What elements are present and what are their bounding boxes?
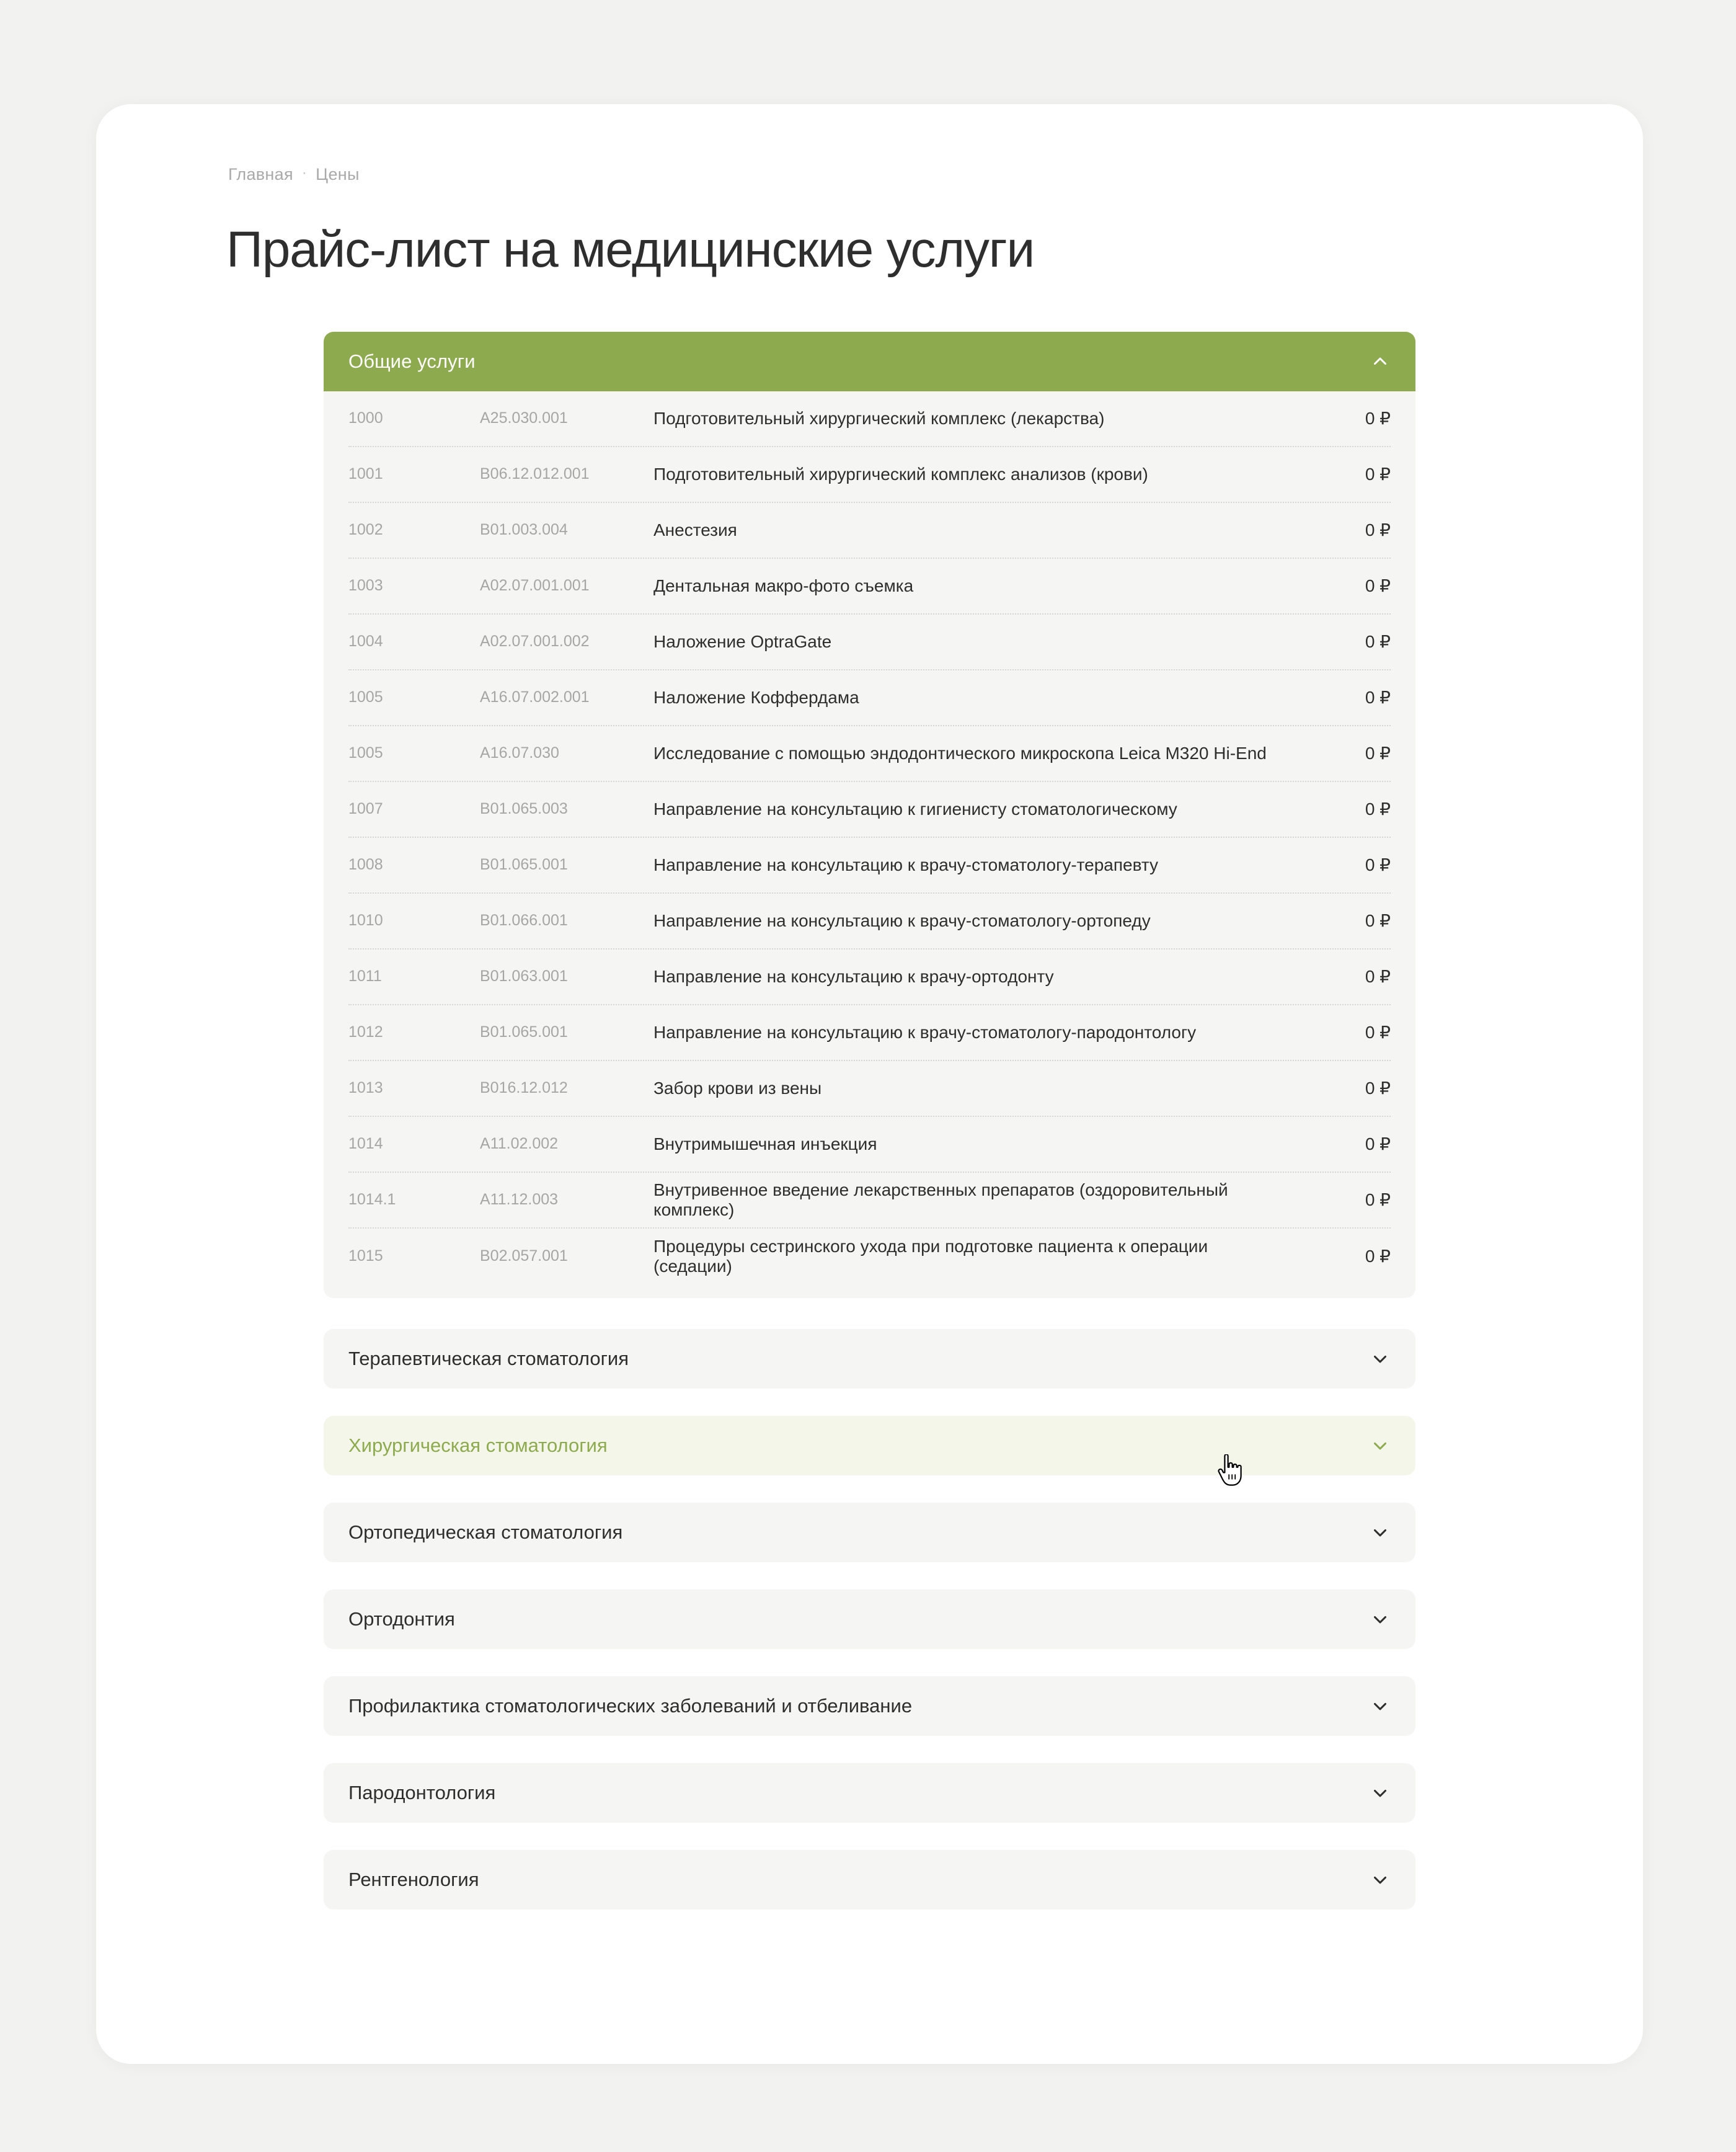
row-service-name: Исследование с помощью эндодонтического микроскопа Leica M320 Hi-End [653,743,1267,763]
row-service-name: Направление на консультацию к врачу-стоматологу-пародонтологу [653,1022,1197,1042]
row-service-name: Подготовительный хирургический комплекс (лекарства) [653,408,1105,428]
table-row [348,726,1391,782]
breadcrumb-home-link[interactable]: Главная [228,164,293,184]
row-service-code: B016.12.012 [480,1079,568,1097]
row-price: 0 ₽ [1365,409,1391,429]
row-service-code: A11.12.003 [480,1191,559,1209]
table-row [348,1061,1391,1117]
row-service-code: B01.063.001 [480,967,568,985]
chevron-up-icon[interactable] [1370,351,1391,372]
accordion-header-title: Профилактика стоматологических заболеваний и отбеливание [348,1694,913,1717]
row-price: 0 ₽ [1365,1134,1391,1154]
row-service-code: A11.02.002 [480,1135,559,1153]
price-table [324,391,1415,1298]
row-service-code: B01.065.003 [480,800,568,818]
row-number: 1004 [348,633,383,651]
row-service-name: Дентальная макро-фото съемка [653,576,914,595]
row-number: 1014.1 [348,1191,396,1209]
accordion-header-collapsed[interactable] [324,1763,1415,1823]
row-service-code: A16.07.002.001 [480,688,590,706]
chevron-down-icon[interactable] [1370,1435,1391,1456]
row-service-name: Внутримышечная инъекция [653,1134,877,1154]
accordion-header-collapsed[interactable] [324,1503,1415,1562]
row-service-name: Направление на консультацию к врачу-ортодонту [653,966,1054,986]
row-service-code: A02.07.001.002 [480,633,590,651]
row-service-code: B02.057.001 [480,1247,568,1265]
row-price: 0 ₽ [1365,1247,1391,1266]
row-service-code: B01.065.001 [480,856,568,874]
row-service-name: Наложение OptraGate [653,631,832,651]
row-service-name: Подготовительный хирургический комплекс анализов (крови) [653,464,1148,484]
row-price: 0 ₽ [1365,855,1391,875]
row-number: 1005 [348,744,383,762]
table-row [348,670,1391,726]
row-price: 0 ₽ [1365,1190,1391,1210]
row-price: 0 ₽ [1365,1023,1391,1043]
row-number: 1011 [348,967,382,985]
row-service-code: A16.07.030 [480,744,559,762]
accordion-header-title: Пародонтология [348,1781,496,1803]
row-price: 0 ₽ [1365,967,1391,987]
accordion-header-title: Терапевтическая стоматология [348,1347,629,1369]
row-price: 0 ₽ [1365,688,1391,708]
row-price: 0 ₽ [1365,465,1391,484]
row-service-code: B01.066.001 [480,912,568,930]
row-number: 1002 [348,521,383,539]
row-service-name: Внутривенное введение лекарственных препаратов (оздоровительный комплекс) [653,1180,1228,1219]
row-service-name: Направление на консультацию к врачу-стоматологу-терапевту [653,855,1158,874]
accordion-header-collapsed[interactable] [324,1676,1415,1736]
row-service-code: B01.065.001 [480,1023,568,1041]
chevron-down-icon[interactable] [1370,1348,1391,1369]
row-service-code: B06.12.012.001 [480,465,590,483]
accordion-header-open[interactable] [324,332,1415,391]
row-service-name: Направление на консультацию к врачу-стоматологу-ортопеду [653,910,1151,930]
row-service-name: Направление на консультацию к гигиенисту стоматологическому [653,799,1177,819]
row-price: 0 ₽ [1365,576,1391,596]
row-number: 1008 [348,856,383,874]
accordion-header-collapsed[interactable] [324,1850,1415,1910]
table-row [348,1005,1391,1061]
table-row [348,1229,1391,1284]
table-row [348,503,1391,559]
chevron-down-icon[interactable] [1370,1522,1391,1543]
row-price: 0 ₽ [1365,799,1391,819]
accordion-header-title: Ортопедическая стоматология [348,1521,623,1543]
row-service-name: Процедуры сестринского ухода при подготовке пациента к операции (седации) [653,1236,1208,1276]
accordion-header-title: Ортодонтия [348,1607,455,1630]
row-price: 0 ₽ [1365,911,1391,931]
row-price: 0 ₽ [1365,744,1391,763]
table-row [348,1117,1391,1173]
accordion-header-title: Общие услуги [348,350,476,372]
table-row [348,391,1391,447]
accordion-header-collapsed[interactable] [324,1329,1415,1389]
table-row [348,447,1391,503]
row-service-code: A02.07.001.001 [480,577,590,595]
row-number: 1005 [348,688,383,706]
row-number: 1010 [348,912,383,930]
row-number: 1015 [348,1247,383,1265]
row-number: 1001 [348,465,383,483]
content-card [96,104,1643,2064]
row-service-code: B01.003.004 [480,521,568,539]
row-price: 0 ₽ [1365,1078,1391,1098]
chevron-down-icon[interactable] [1370,1609,1391,1630]
accordion-header-collapsed[interactable] [324,1590,1415,1649]
accordion-header-title: Рентгенология [348,1868,479,1890]
table-row [348,782,1391,838]
row-service-name: Анестезия [653,520,737,540]
price-accordion [96,332,1643,1910]
collapsed-sections-list [324,1329,1415,1910]
accordion-section-obshchie-uslugi [324,332,1415,1298]
breadcrumb-current: Цены [316,164,360,184]
row-number: 1007 [348,800,383,818]
table-row [348,1173,1391,1229]
breadcrumb [228,164,1643,185]
table-row [348,838,1391,894]
table-row [348,949,1391,1005]
row-number: 1013 [348,1079,383,1097]
row-service-name: Забор крови из вены [653,1078,822,1098]
row-service-name: Наложение Коффердама [653,687,859,707]
row-number: 1003 [348,577,383,595]
table-row [348,615,1391,670]
page-title: Прайс-лист на медицинские услуги [226,221,1035,278]
row-price: 0 ₽ [1365,520,1391,540]
row-number: 1012 [348,1023,383,1041]
row-service-code: A25.030.001 [480,409,568,427]
row-number: 1014 [348,1135,383,1153]
table-row [348,559,1391,615]
chevron-down-icon[interactable] [1370,1696,1391,1717]
accordion-header-title: Хирургическая стоматология [348,1434,608,1456]
row-number: 1000 [348,409,383,427]
accordion-header-collapsed[interactable] [324,1416,1415,1475]
chevron-down-icon[interactable] [1370,1782,1391,1803]
row-price: 0 ₽ [1365,632,1391,652]
chevron-down-icon[interactable] [1370,1869,1391,1890]
breadcrumb-separator: · [301,164,308,181]
table-row [348,894,1391,949]
